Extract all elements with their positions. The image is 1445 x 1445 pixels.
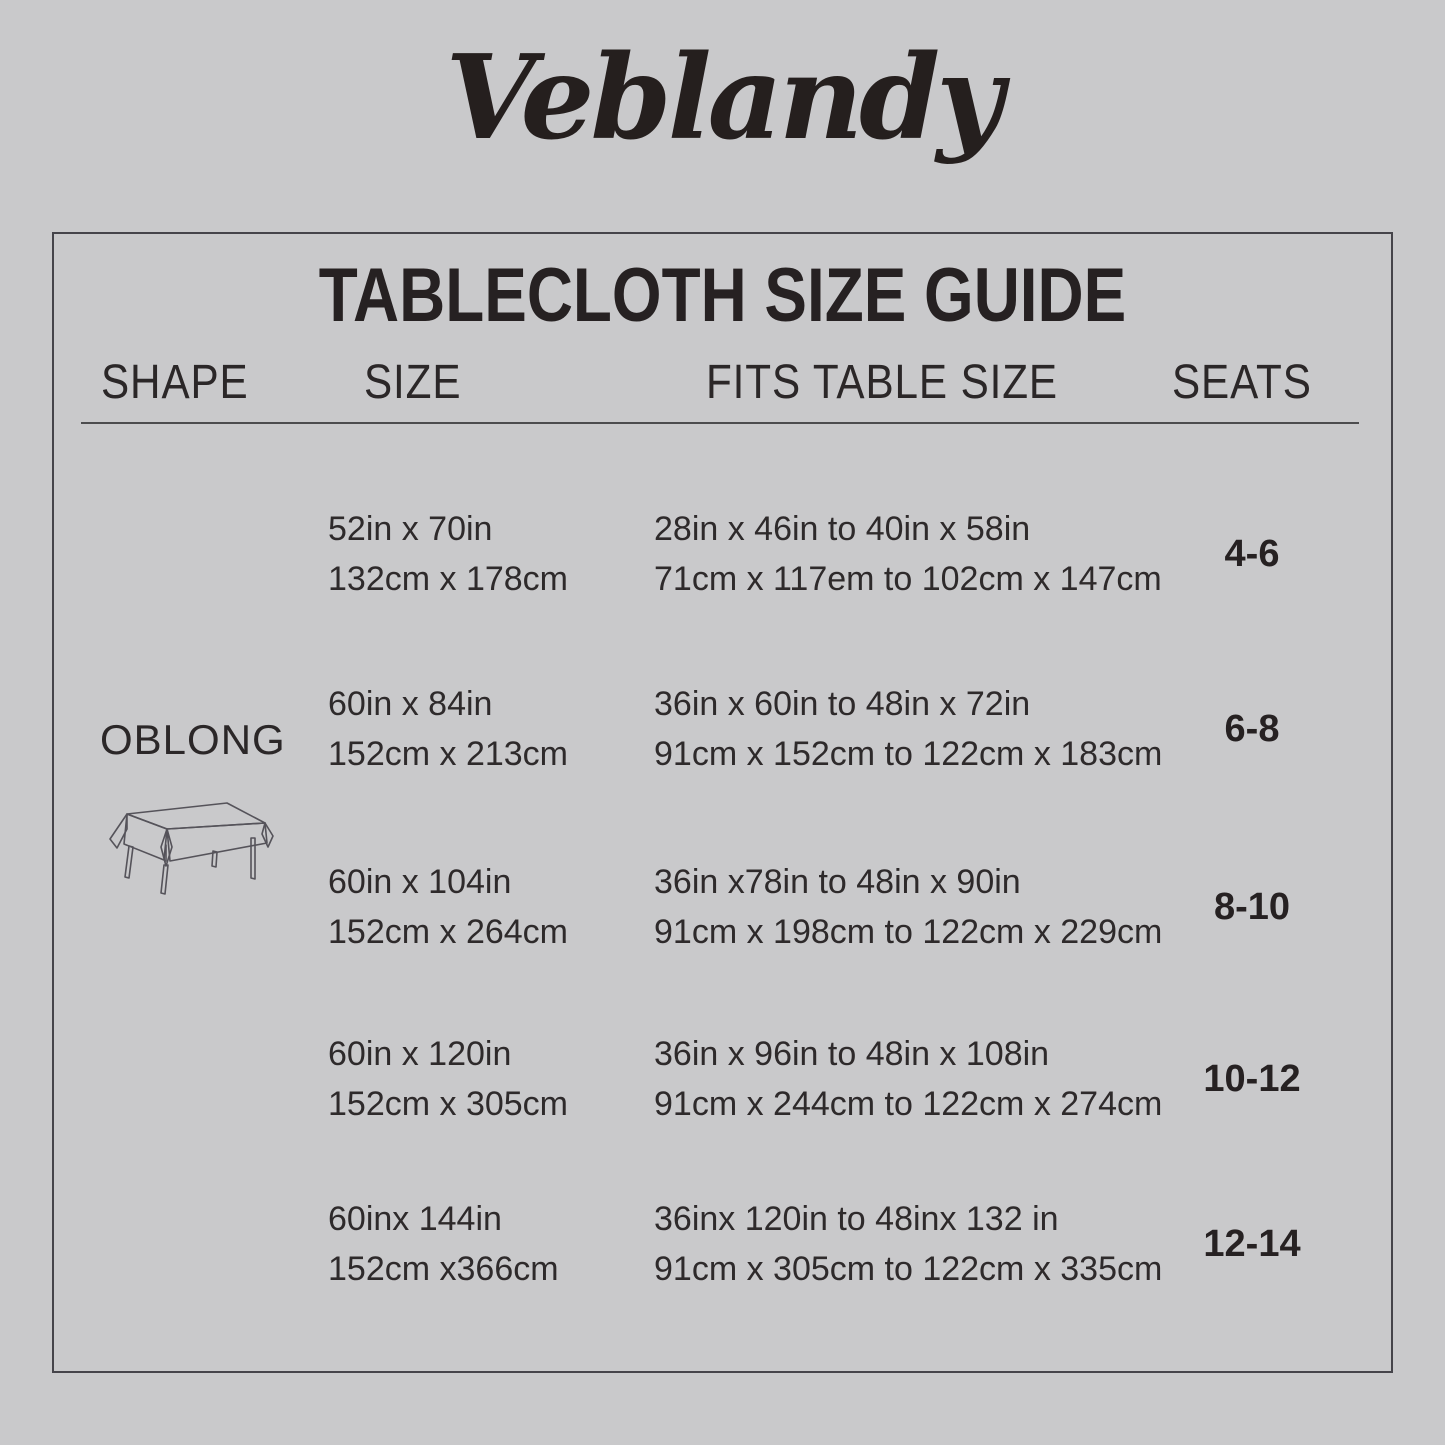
seats-value: 6-8 [1224, 708, 1280, 750]
seats-value: 8-10 [1213, 886, 1291, 928]
seats-value: 12-14 [1203, 1223, 1301, 1265]
column-header-fits-table-size: FITS TABLE SIZE [706, 356, 1058, 409]
fits-cm: 91cm x 152cm to 122cm x 183cm [654, 735, 1163, 773]
size-inches: 60in x 120in [328, 1035, 512, 1073]
size-cm: 152cm x366cm [328, 1250, 559, 1288]
size-inches: 60inx 144in [328, 1200, 502, 1238]
seats-value: 10-12 [1203, 1058, 1301, 1100]
size-guide-panel [52, 232, 1393, 1373]
fits-cell [654, 679, 1162, 779]
size-cell [328, 857, 568, 957]
fits-cm: 91cm x 198cm to 122cm x 229cm [654, 913, 1163, 951]
fits-cm: 91cm x 305cm to 122cm x 335cm [654, 1250, 1163, 1288]
size-cm: 152cm x 264cm [328, 913, 568, 951]
size-cell [328, 1029, 568, 1129]
fits-inches: 36in x 96in to 48in x 108in [654, 1035, 1050, 1073]
fits-cell [654, 1194, 1162, 1294]
fits-cm: 71cm x 117em to 102cm x 147cm [654, 560, 1162, 598]
table-row [54, 1029, 1391, 1129]
size-inches: 60in x 104in [328, 863, 512, 901]
fits-inches: 36in x78in to 48in x 90in [654, 863, 1021, 901]
brand-logo: Veblandy [445, 30, 1000, 166]
size-inches: 60in x 84in [328, 685, 493, 723]
fits-cell [654, 504, 1162, 604]
shape-label-oblong: OBLONG [100, 716, 286, 763]
fits-cm: 91cm x 244cm to 122cm x 274cm [654, 1085, 1163, 1123]
column-header-seats: SEATS [1172, 356, 1312, 409]
size-cm: 152cm x 305cm [328, 1085, 568, 1123]
header-divider [81, 422, 1359, 424]
table-row [54, 504, 1391, 604]
fits-cell [654, 1029, 1162, 1129]
page-title: TABLECLOTH SIZE GUIDE [318, 253, 1127, 338]
size-cell [328, 504, 568, 604]
size-cm: 152cm x 213cm [328, 735, 568, 773]
table-row [54, 1194, 1391, 1294]
column-header-size: SIZE [364, 356, 462, 409]
seats-value: 4-6 [1224, 533, 1280, 575]
column-header-shape: SHAPE [101, 356, 249, 409]
size-cell [328, 679, 568, 779]
fits-inches: 36inx 120in to 48inx 132 in [654, 1200, 1059, 1238]
table-row [54, 857, 1391, 957]
table-row [54, 679, 1391, 779]
size-inches: 52in x 70in [328, 510, 493, 548]
fits-cell [654, 857, 1162, 957]
size-cm: 132cm x 178cm [328, 560, 568, 598]
size-cell [328, 1194, 559, 1294]
fits-inches: 36in x 60in to 48in x 72in [654, 685, 1031, 723]
fits-inches: 28in x 46in to 40in x 58in [654, 510, 1031, 548]
